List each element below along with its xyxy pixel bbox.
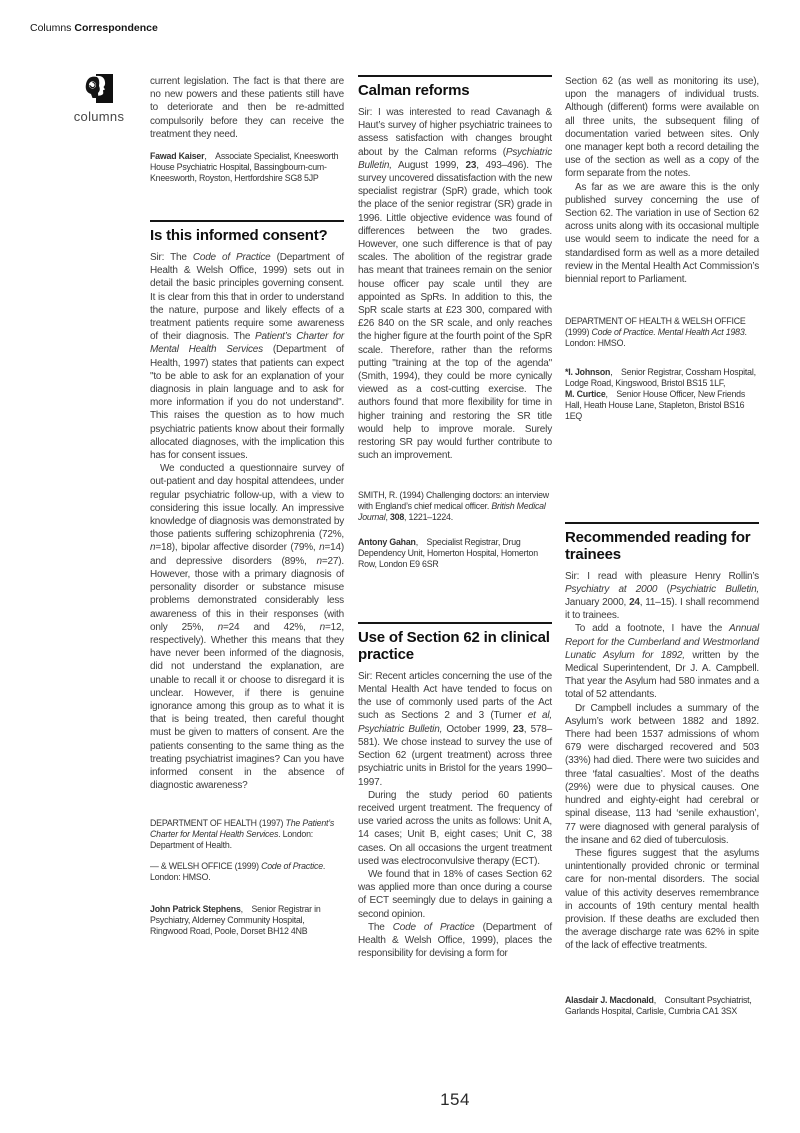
paragraph [358, 789, 552, 868]
column-3 [565, 75, 759, 1017]
columns-logo [72, 73, 126, 124]
text-segment: John Patrick Stephens [150, 904, 241, 915]
text-segment: , [385, 512, 390, 523]
text-segment: 308 [389, 512, 405, 523]
letter-title-recommended-reading: Recommended reading for trainees [565, 528, 751, 563]
text-segment: =24 and 42%, [223, 621, 320, 633]
text-segment: Sir: The [150, 252, 193, 264]
text-segment: et al, Psychiatric Bulletin, [358, 710, 552, 735]
text-segment: . London: HMSO. [150, 860, 326, 882]
columns-logo-label: columns [73, 109, 125, 124]
columns-face-logo-icon [84, 73, 114, 105]
text-segment: . London: HMSO. [565, 327, 747, 348]
text-segment: (Department of Health, 1997) states that patients can expect "to be able to ask for an explanation of your diagnosis in plain language and to ask for more information if you do not understand". This raises the question as to how much psychiatric patients know about their formally allocated diagnoses, with the implication this has for consent issues. [150, 344, 344, 462]
text-segment: n [217, 621, 224, 633]
text-segment: Fawad Kaiser [150, 151, 205, 162]
text-segment: , Senior Registrar in Psychiatry, Alderney Community Hospital, Ringwood Road, Poole, Dorset BH12 4NB [150, 904, 321, 937]
text-segment: . London: Department of Health. [150, 829, 314, 850]
paragraph [150, 251, 344, 462]
text-segment: , Specialist Registrar, Drug Dependency Unit, Homerton Hospital, Homerton Row, London E9 6SR [358, 536, 538, 569]
paragraph [358, 921, 552, 961]
continued-paragraph [150, 75, 344, 141]
text-segment: , Senior Registrar, Cossham Hospital, Lodge Road, Kingswood, Bristol BS15 1LF, [565, 366, 756, 388]
text-segment: (Department of Health & Welsh Office, 1999) sets out in detail the basic principles governing consent. It is clear from this that in order to understand the nature, purpose and likely effects of a treatment patients require some awareness of their diagnosis. The [150, 252, 344, 343]
text-segment: The Patient’s Charter for Mental Health Services [150, 818, 335, 840]
text-segment: Code of Practice [392, 921, 475, 933]
text-segment: As far as we are aware this is the only published survey concerning the use of Section 62. The variation in use of Section 62 across units along with its occasional multiple use would seem to indicate the need for a standardised form as well as a more detailed review in the Mental Health Act Commission’s biennial report to Parliament. [565, 181, 759, 286]
signature-alasdair-macdonald [565, 995, 759, 1017]
text-segment: , 493–496). The survey uncovered dissatisfaction with the new specialist registrar (SpR) grade, which took the place of the senior registrar (SR) grade in 1996. Little objective evidence was found of differences between the two grades. However, one such difference is that of pay scales. The abolition of the registrar grade has meant that trainees remain on the senior house officer pay scale until they are appointed as SpRs. In addition to this, the SpR scale starts at £23 300, compared with £26 840 on the SR scale, and only reaches the higher figure at the fourth point of the SpR scale. Therefore, rather than the reforms putting "training at the top of the agenda" (Smith, 1994), they could be more cynically viewed as a cost-cutting exercise. The authors found that more flexibility for time in higher training and restoring the SR title would help to improve morale. Surely restoring SR pay would further contribute to such an improvement. [358, 159, 552, 462]
text-segment: January 2000, [565, 597, 630, 609]
masthead [30, 22, 158, 34]
text-segment: To add a footnote, I have the [575, 623, 730, 635]
signature-fawad-kaiser [150, 151, 344, 184]
column-1 [150, 75, 344, 937]
text-segment: We found that in 18% of cases Section 62 was applied more than once during a course of ECT seemingly due to delays in gaining a second opinion. [358, 868, 552, 920]
text-segment: Psychiatric Bulletin, [669, 583, 760, 595]
text-segment: (Department of Health & Welsh Office, 1999), places the responsibility for devising a form for [358, 921, 552, 960]
text-segment: n [316, 555, 322, 567]
text-segment: n [150, 542, 156, 554]
section-rule [358, 75, 552, 77]
text-segment: written by the Medical Superintendent, Dr J. A. Campbell. That year the Asylum had 580 inmates and a total of 52 attendants. [565, 649, 759, 701]
text-segment: We conducted a questionnaire survey of out-patient and day hospital attendees, under regular psychiatric follow-up, with a view to considering this issue locally. An impressive knowledge of diagnosis was demonstrated by those patients suffering schizophrenia (72%, [150, 463, 344, 541]
text-segment: =18), bipolar affective disorder (79%, [155, 542, 320, 554]
text-segment: , Associate Specialist, Kneesworth House Psychiatric Hospital, Bassingbourn-cum-Kneesworth, Royston, Hertfordshire SG8 5JP [150, 151, 339, 184]
text-segment: *I. Johnson [565, 366, 611, 377]
letter-title-section-62: Use of Section 62 in clinical practice [358, 628, 550, 663]
text-segment: These figures suggest that the asylums unintentionally provided chronic or terminal care for non-mental disorders. The social value of this activity deserves remembrance in accounts of 19th century mental health provision. If these deaths are excluded then the average discharge rate was 62% in spite of the lack of effective treatments. [565, 847, 759, 952]
letter-title-calman-reforms: Calman reforms [358, 82, 470, 99]
text-segment: SMITH, R. (1994) Challenging doctors: an interview with England’s chief medical officer. [358, 490, 549, 512]
text-segment: Patient’s Charter for Mental Health Services [150, 331, 344, 356]
section-rule [358, 622, 552, 624]
paragraph [358, 670, 552, 789]
paragraph [150, 462, 344, 792]
text-segment: 23 [513, 723, 524, 735]
text-segment: =27). However, those with a primary diagnosis of personality disorder or substance misuse problems demonstrated considerably less awareness of this in their responses (with only 25%, [150, 555, 344, 633]
text-segment: October 1999, [442, 723, 514, 735]
text-segment: During the study period 60 patients received urgent treatment. The frequency of use varied across the units as follows: Unit A, 14 cases; Unit B, eight cases; Unit C, 38 cases. On all occasions the urgent treatment used was electroconvulsive therapy (ECT). [358, 789, 552, 867]
paragraph [565, 570, 759, 623]
text-segment: Alasdair J. Macdonald [565, 994, 654, 1005]
text-segment: Code of Practice [192, 252, 271, 264]
text-segment: ( [657, 583, 670, 595]
reference-smith-1994 [358, 490, 552, 522]
text-segment: 24 [629, 597, 640, 609]
page-number: 154 [440, 1090, 470, 1109]
reference-welsh-office-1999 [150, 861, 344, 883]
text-segment: British Medical Journal [358, 501, 546, 523]
text-segment: , 11–15). I shall recommend it to trainees. [565, 597, 760, 622]
text-segment: — & WELSH OFFICE (1999) [150, 860, 262, 871]
masthead-page-label: Correspondence [74, 22, 158, 34]
signature-johnson-curtice [565, 367, 759, 422]
section-rule [565, 522, 759, 524]
paragraph [565, 702, 759, 847]
text-segment: , 1221–1224. [404, 512, 453, 523]
signature-antony-gahan [358, 537, 552, 570]
paragraph [565, 847, 759, 953]
text-segment: Antony Gahan [358, 536, 416, 547]
text-segment: The [368, 921, 393, 933]
text-segment: Dr Campbell includes a summary of the Asylum’s work between 1882 and 1892. There had been 1537 admissions of whom 679 were discharged recovered and 503 (33%) had died. There were two suicides and three ‘fatal casualties’. Most of the deaths (29%) were due to physical causes. One hundred and eighty-eight had cerebral or spinal disease, 113 had ‘senile exhaustion’, 77 were diagnosed with general paralysis of the insane and 62 died of tuberculosis. [565, 702, 759, 846]
section-rule [150, 220, 344, 222]
text-segment: Psychiatric Bulletin, [358, 146, 552, 171]
column-2 [358, 75, 552, 960]
text-segment: Sir: I read with pleasure Henry Rollin’s [565, 570, 759, 582]
paragraph [565, 181, 759, 287]
text-segment: , Senior House Officer, New Friends Hall, Heath House Lane, Stapleton, Bristol BS16 1EQ [565, 388, 746, 421]
paragraph [565, 622, 759, 701]
paragraph [358, 106, 552, 462]
text-segment: M. Curtice [565, 388, 606, 399]
text-segment: Section 62 (as well as monitoring its use), upon the managers of individual trusts. Although (different) forms were available on all three units, the subsequent filing of documentation varied between sites. Only one manager kept both a record detailing the use of the section as well as a copy of the form separate from the notes. [565, 76, 759, 180]
reference-doh-1997 [150, 818, 344, 850]
signature-john-patrick-stephens [150, 904, 344, 937]
text-segment: DEPARTMENT OF HEALTH (1997) [150, 818, 286, 829]
text-segment: Annual Report for the Cumberland and Westmorland Lunatic Asylum for 1892, [565, 623, 759, 661]
text-segment: 23 [465, 159, 477, 171]
text-segment: Code of Practice. Mental Health Act 1983 [591, 327, 745, 338]
text-segment: Sir: I was interested to read Cavanagh & Haut’s survey of higher psychiatric trainees to assess satisfaction with changes brought about by the Calman reforms ( [358, 107, 552, 158]
continued-paragraph [565, 75, 759, 181]
text-segment: August 1999, [391, 159, 466, 171]
masthead-section-label: Columns [30, 22, 72, 34]
text-segment: Sir: Recent articles concerning the use of the Mental Health Act have tended to focus on the use of commonly used parts of the Act such as Sections 2 and 3 (Turner [358, 670, 552, 722]
text-segment: Code of Practice [261, 860, 323, 871]
text-segment: current legislation. The fact is that there are no new powers and these patients still have to deteriorate and then be re-admitted compulsorily before they can receive the treatment they need. [150, 76, 344, 140]
text-segment: DEPARTMENT OF HEALTH & WELSH OFFICE (1999) [565, 316, 746, 338]
paragraph [358, 868, 552, 921]
text-segment: =12, respectively). Whether this means that they have never been informed of the diagnosis, did not understand the explanation, are unable to recall it or choose to disregard it is unclear. However, if there is genuine ignorance among this group as to what it is that is being treated, then careful thought must be given to matters of consent. Are the patients consenting to the same thing as the treating psychiatrist imagines? Can you have informed consent in the absence of diagnostic awareness? [150, 621, 344, 792]
letter-title-informed-consent: Is this informed consent? [150, 227, 328, 245]
text-segment: , 578–581). We chose instead to survey the use of Section 62 (urgent treatment) across three psychiatric units in Bristol for the years 1990–1997. [358, 723, 553, 788]
text-segment: =14) and depressive disorders (89%, [150, 542, 344, 567]
text-segment: n [319, 542, 325, 554]
text-segment: Psychiatry at 2000 [565, 583, 658, 595]
text-segment: , Consultant Psychiatrist, Garlands Hospital, Carlisle, Cumbria CA1 3SX [565, 994, 752, 1016]
reference-doh-welsh-office-1999 [565, 316, 759, 348]
text-segment: n [319, 621, 326, 633]
